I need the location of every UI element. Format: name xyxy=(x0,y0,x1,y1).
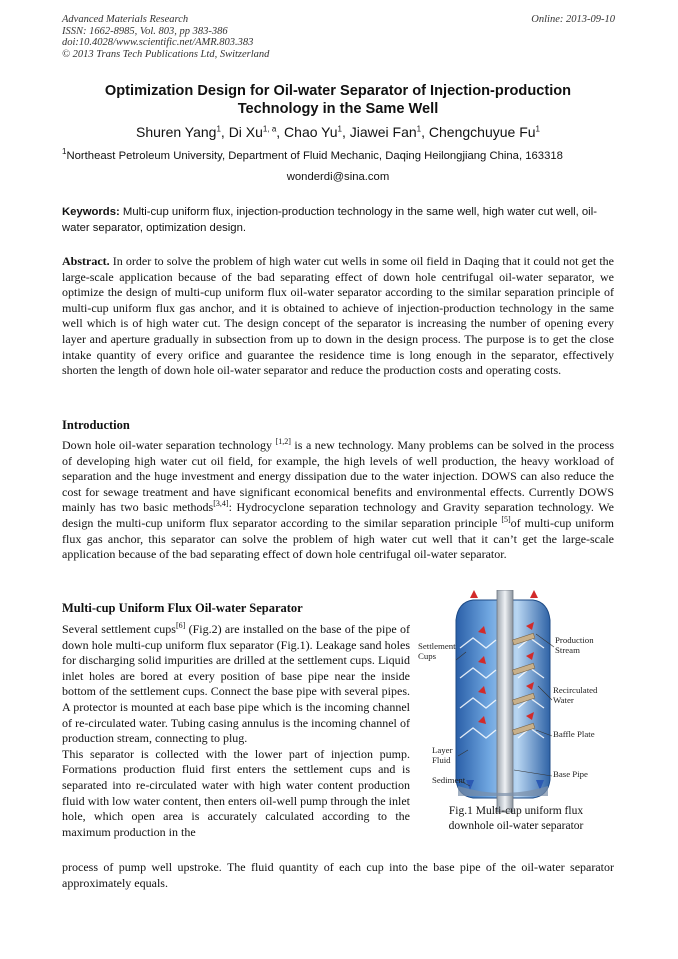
section-paragraph-1 xyxy=(62,622,410,747)
author-name: Chao Yu xyxy=(284,124,338,140)
caption-line-2: downhole oil-water separator xyxy=(448,819,584,832)
section-paragraph-3: process of pump well upstroke. The fluid quantity of each cup into the base pipe of the oil-water separator approximately equals. xyxy=(62,860,614,890)
keywords-label: Keywords: xyxy=(62,206,120,218)
online-date: Online: 2013-09-10 xyxy=(531,14,615,25)
author-affiliation-mark: 1 xyxy=(535,124,540,134)
citation: [3,4] xyxy=(213,499,229,509)
author-affiliation-mark: 1, a xyxy=(262,124,277,134)
affiliation-mark: 1 xyxy=(62,147,67,157)
citation: [1,2] xyxy=(275,437,291,446)
section-heading: Multi-cup Uniform Flux Oil-water Separator xyxy=(62,601,303,615)
figure-caption xyxy=(418,804,614,833)
abstract xyxy=(62,254,614,379)
section-text: (Fig.2) are installed on the base of the pipe of down hole multi-cup uniform flux separator (Fig.1). Leakage sand holes for discharging solid impurities are drilled at the settlement cups. Liquid inlet holes are bored at every position of base pipe near the inside bottom of the settlement cups. Connect the base pipe with several pipes. A protector is mounted at each base pipe which is the incoming channel of re-circulated water. Tubing casing annulus is the incoming channel of production stream, connecting to plug. xyxy=(62,622,411,746)
author-name: Shuren Yang xyxy=(136,124,217,140)
separator-figure xyxy=(418,590,614,815)
author-list: Shuren Yang$^1$, Di Xu$^{1, a}$, Chao Yu$^1$, Jiawei Fan$^1$, Chengchuyue Fu$^1$ xyxy=(136,124,540,140)
keywords-text: Multi-cup uniform flux, injection-production technology in the same well, high water cut well, oil-water separator, optimization design. xyxy=(62,206,597,234)
affiliation-text: Northeast Petroleum University, Department of Fluid Mechanic, Daqing Heilongjiang China, 163318 xyxy=(66,150,563,162)
author-name: Di Xu xyxy=(228,124,263,140)
abstract-label: Abstract. xyxy=(62,254,110,268)
section-paragraph-2: This separator is collected with the lower part of injection pump. Formations production fluid first enters the settlement cups and is separated into re-circulated water with high water content production fluid with low water content, then enters oil-well pump through the inlet hole, which open area is accurately calculated according to the maximum production in the xyxy=(62,746,410,839)
intro-text: Down hole oil-water separation technology xyxy=(62,438,276,452)
issn-line: ISSN: 1662-8985, Vol. 803, pp 383-386 xyxy=(62,25,228,37)
author-name: Jiawei Fan xyxy=(349,124,417,140)
abstract-text: In order to solve the problem of high water cut wells in some oil field in Daqing that it could not get the large-scale application because of the bad separating effect of down hole centrifugal oil-water separator, we optimize the design of multi-cup uniform flux oil-water separator according to the similar separation principle of multi-cup uniform flux gas anchor, and it is obtained to achieve of injection-production technology in the same well which is of high water cut. The design concept of the separator is increasing the number of opening every layer and aperture gradually in subsection from up to down in the design process. The purpose is to get the close intake quantity of every orifice and guarantee the residence time is long enough in the separator, effectively shorten the length of down hole oil-water separator and reduce the production costs and operating costs. xyxy=(62,254,614,378)
section-paragraph xyxy=(62,622,410,840)
label-baffle-plate: Baffle Plate xyxy=(553,729,595,739)
paper-title xyxy=(62,82,614,118)
doi-line: doi:10.4028/www.scientific.net/AMR.803.383 xyxy=(62,37,254,49)
section-text: Several settlement cups xyxy=(62,622,176,636)
label-sediment: Sediment xyxy=(432,775,466,785)
journal-name: Advanced Materials Research xyxy=(62,14,189,25)
title-line-1: Optimization Design for Oil-water Separator of Injection-production xyxy=(104,83,572,99)
copyright-line: © 2013 Trans Tech Publications Ltd, Switzerland xyxy=(62,48,270,60)
introduction-heading: Introduction xyxy=(62,418,130,432)
introduction-paragraph xyxy=(62,438,614,563)
citation: [5] xyxy=(501,514,511,524)
journal-header xyxy=(62,14,269,60)
label-production-stream: Production Stream xyxy=(555,635,594,655)
author-affiliation-mark: 1 xyxy=(416,124,422,134)
title-line-2: Technology in the Same Well xyxy=(237,101,439,117)
intro-text: : Hydrocyclone separation technology and Gravity separation technology. We design the multi-cup uniform flux separator according to the similar separation principle xyxy=(62,500,614,530)
intro-text: is a new technology. Many problems can be solved in the process of developing high water cut oil field, for example, the high levels of well production, the heavy workload of separation and the huge investment and energy dissipation due to the water injection. DOWS can also reduce the cost for sewage treatment and have significant economical benefits and environmental effects. Currently DOWS mainly has two basic methods xyxy=(62,438,614,515)
author-affiliation-mark: 1 xyxy=(216,124,221,134)
email-address: wonderdi@sina.com xyxy=(286,171,390,183)
label-settlement-cups: Settlement Cups xyxy=(418,641,456,661)
base-pipe xyxy=(497,590,513,812)
keywords xyxy=(62,205,614,236)
affiliation xyxy=(62,147,622,162)
intro-text: of multi-cup uniform flux gas anchor, this separator can solve the problem of high water cut well that it can’t get the large-scale application because of the bad separating effect of down hole centrifugal oil-water separator. xyxy=(62,515,614,562)
citation: [6] xyxy=(175,621,186,630)
author-affiliation-mark: 1 xyxy=(337,124,342,134)
label-recirculated-water: Recirculated Water xyxy=(553,685,598,705)
label-layer-fluid: Layer Fluid xyxy=(432,745,453,765)
author-name: Chengchuyue Fu xyxy=(428,124,536,140)
label-base-pipe: Base Pipe xyxy=(553,769,588,779)
caption-line-1: Fig.1 Multi-cup uniform flux xyxy=(448,805,584,817)
